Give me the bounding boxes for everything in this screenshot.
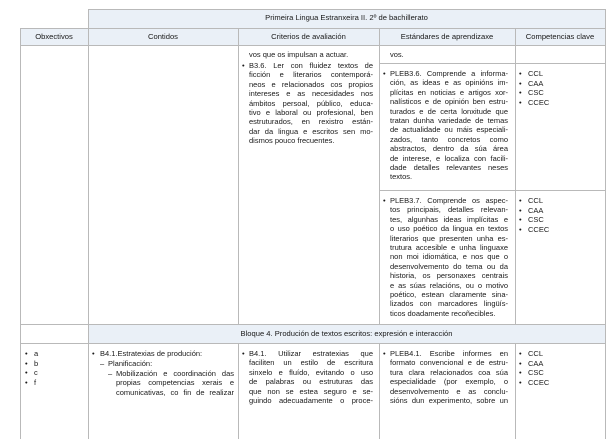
list-item: • CSC xyxy=(519,88,544,98)
list-item: • CSC xyxy=(519,368,544,378)
list-item: • CCL xyxy=(519,196,544,205)
list-item: • CAA xyxy=(519,205,544,215)
standard-pleb3-7 xyxy=(390,196,508,318)
standard-continuation xyxy=(390,50,508,59)
list-item: • CCEC xyxy=(519,224,550,234)
text-line: PLEB3.6. Comprende a informa- xyxy=(390,69,508,78)
column-header-criteria: Criterios de avaliación xyxy=(271,32,346,41)
objectives-list xyxy=(25,349,38,387)
text-line: tos principais, detalles relevan- xyxy=(390,205,508,215)
list-item: • CAA xyxy=(519,358,544,368)
text-line: abstractos, dentro da súa área xyxy=(390,144,508,154)
text-line: Mobilización e coordinación das xyxy=(116,369,234,378)
list-item: • c xyxy=(25,368,38,378)
criteria-continuation xyxy=(249,50,373,59)
text-line: non moi idiomática, e nos que o xyxy=(390,252,508,262)
standard-pleb3-6 xyxy=(390,69,508,182)
content-b4-1-text xyxy=(116,369,234,397)
text-line: tivo e laboral ou profesional, ben xyxy=(249,108,373,118)
text-line: de interese, e localiza con facili- xyxy=(390,153,508,163)
bullet: • xyxy=(383,196,386,205)
text-line: tura clara relacionados coa súa xyxy=(390,367,508,377)
text-line: B4.1.Estratexias de produción: xyxy=(100,349,203,358)
text-line: plícitas en noticias e artigos xor- xyxy=(390,87,508,97)
competencies-list xyxy=(519,349,549,387)
text-line: propias competencias xerais e xyxy=(116,378,234,388)
text-line: zados, tanto concretos como xyxy=(390,134,508,144)
competencies-list xyxy=(519,69,549,107)
text-line: desenvolvemento do tema ou da xyxy=(390,261,508,271)
column-header-objectives: Obxectivos xyxy=(35,32,73,41)
text-line: sións dun experimento, sobre un xyxy=(390,396,508,406)
text-line: ficción e literarios contemporá- xyxy=(249,70,373,80)
bullet: • xyxy=(242,61,245,70)
text-line: comunicativas, co fin de realizar xyxy=(116,387,234,397)
text-line: B4.1. Utilizar estratexias que xyxy=(249,349,373,358)
bullet: • xyxy=(383,69,386,78)
bullet: • xyxy=(242,349,245,358)
text-line: B3.6. Ler con fluidez textos de xyxy=(249,61,373,70)
list-item: • CCEC xyxy=(519,97,550,107)
column-header-standards: Estándares de aprendizaxe xyxy=(400,32,494,41)
standard-pleb4-1 xyxy=(390,349,508,405)
text-line: neos e relacionados cos propios xyxy=(249,79,373,89)
list-item: • a xyxy=(25,349,39,358)
text-line: estruturados, en rexistro están- xyxy=(249,117,373,127)
text-line: dismos pouco frecuentes. xyxy=(249,136,335,146)
text-line: nalísticos e de opinión ben estru- xyxy=(390,97,508,107)
text-line: historia, os personaxes centrais xyxy=(390,271,508,281)
column-header-competencies: Competencias clave xyxy=(525,32,595,41)
text-line: especialidade (por exemplo, o xyxy=(390,377,508,387)
text-line: textos. xyxy=(390,172,413,182)
competencies-list xyxy=(519,196,549,234)
text-line: ámbitos persoal, público, educa- xyxy=(249,98,373,108)
text-line: dar da lingua e escritos sen mo- xyxy=(249,126,373,136)
text-line: PLEB4.1. Escribe informes en xyxy=(390,349,508,358)
text-line: tratan dunha variedade de temas xyxy=(390,116,508,126)
text-line: vos que os impulsan a actuar. xyxy=(249,50,349,59)
text-line: e as súas relacións, ou o motivo xyxy=(390,280,508,290)
text-line: poético, estean claramente sina- xyxy=(390,290,508,300)
bullet: • xyxy=(383,349,386,358)
list-item: • CSC xyxy=(519,215,544,225)
content-b4-1-heading xyxy=(100,349,234,358)
text-line: guindo adecuadamente o proce- xyxy=(249,396,373,406)
table-title: Primeira Lingua Estranxeira II. 2º de bachillerato xyxy=(265,13,428,22)
text-line: faciliten un estilo de escritura xyxy=(249,358,373,368)
content-b4-1-subheading xyxy=(108,359,234,368)
text-line: desenvolvemento e as conclu- xyxy=(390,386,508,396)
criteria-b4-1 xyxy=(249,349,373,405)
bullet: • xyxy=(92,349,95,358)
text-line: vos. xyxy=(390,50,404,59)
text-line: ción, as ideas e as opinións im- xyxy=(390,78,508,88)
text-line: PLEB3.7. Comprende os aspec- xyxy=(390,196,508,205)
text-line: de actualidade ou máis especiali- xyxy=(390,125,508,135)
list-item: • CCL xyxy=(519,349,544,358)
text-line: Planificación: xyxy=(108,359,153,368)
list-item: • CCL xyxy=(519,69,544,78)
text-line: ticos doadamente recoñecibles. xyxy=(390,308,496,318)
dash: – xyxy=(108,369,113,378)
list-item: • CAA xyxy=(519,78,544,88)
text-line: tes, algunhas ideas implícitas e xyxy=(390,214,508,224)
text-line: turados e de certa lonxitude que xyxy=(390,106,508,116)
text-line: intereses e as necesidades nos xyxy=(249,89,373,99)
list-item: • CCEC xyxy=(519,377,550,387)
text-line: lizados con marcadores lingüís- xyxy=(390,299,508,309)
criteria-b3-6 xyxy=(249,61,373,146)
text-line: de palabras ou estruturas das xyxy=(249,377,373,387)
column-header-contents: Contidos xyxy=(148,32,178,41)
text-line: o uso poético da lingua en textos xyxy=(390,224,508,234)
text-line: trutura accesible e unha linguaxe xyxy=(390,243,508,253)
text-line: que non se estea seguro e se- xyxy=(249,386,373,396)
dash: – xyxy=(100,359,105,368)
text-line: formato convencional e de estru- xyxy=(390,358,508,368)
block4-heading: Bloque 4. Produción de textos escritos: expresión e interacción xyxy=(240,329,453,338)
list-item: • b xyxy=(25,358,39,368)
text-line: literarios que presenten unha es- xyxy=(390,233,508,243)
list-item: • f xyxy=(25,377,37,387)
text-line: dade detalles relevantes neses xyxy=(390,163,508,173)
text-line: sinxelo e fluído, evitando o uso xyxy=(249,367,373,377)
